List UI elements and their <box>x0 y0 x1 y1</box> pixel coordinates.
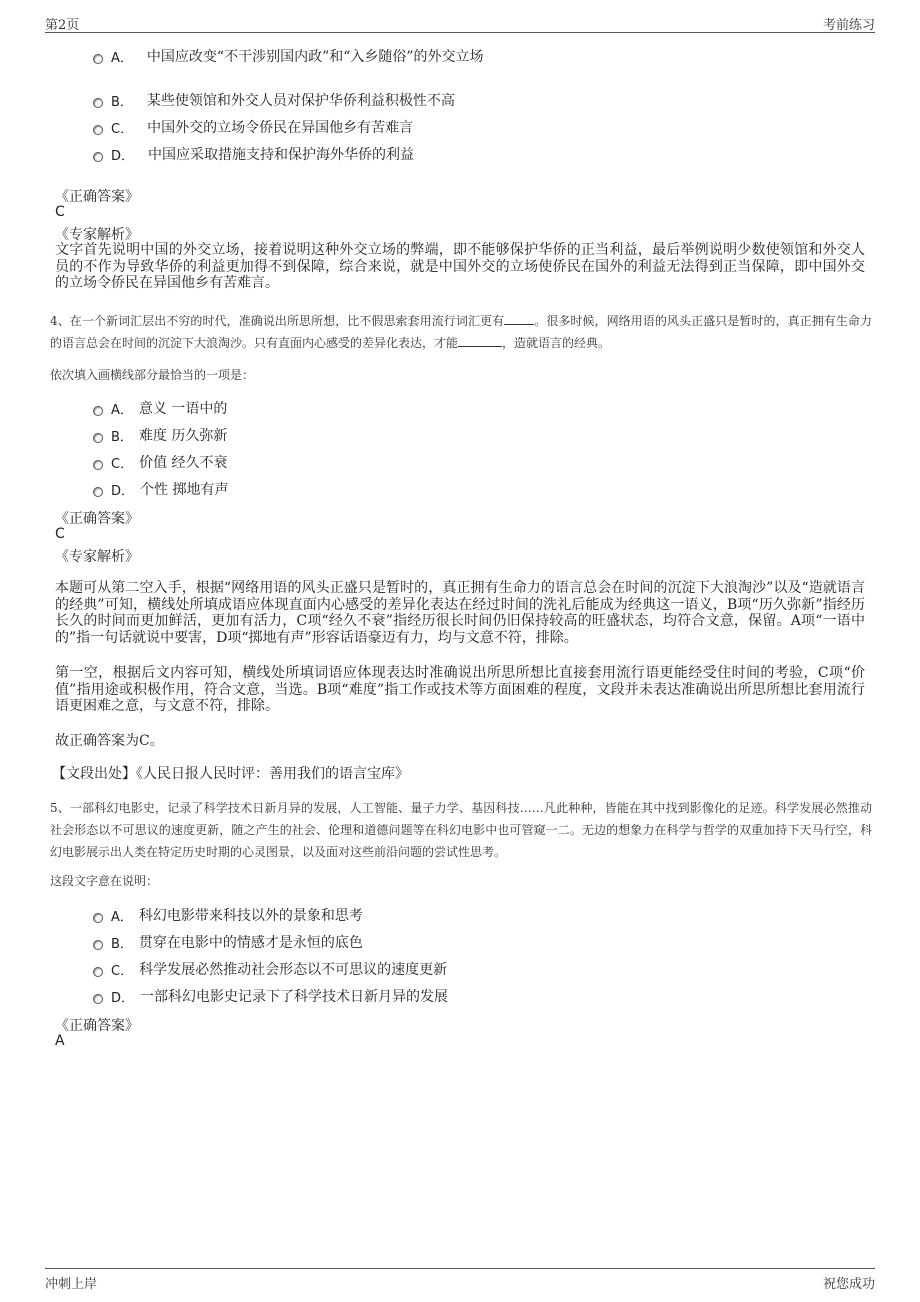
q5-option-d[interactable] <box>93 986 448 1006</box>
option-text: 难度 历久弥新 <box>138 428 228 444</box>
header-title: 考前练习 <box>822 18 875 33</box>
option-label: A． <box>111 402 133 418</box>
option-text: 个性 掷地有声 <box>140 482 229 498</box>
radio-button[interactable] <box>93 433 103 443</box>
q5-prompt: 这段文字意在说明： <box>50 874 159 888</box>
page-number: 第2页 <box>45 18 80 33</box>
radio-button[interactable] <box>93 125 103 135</box>
q5-option-b[interactable] <box>93 932 363 952</box>
q3-option-d[interactable] <box>93 144 414 164</box>
option-text: 科学发展必然推动社会形态以不可思议的速度更新 <box>139 962 448 978</box>
q3-option-a[interactable] <box>93 46 484 66</box>
q3-answer: C <box>55 204 65 220</box>
q4-prompt: 依次填入画横线部分最恰当的一项是： <box>50 368 255 382</box>
q4-answer: C <box>55 526 65 542</box>
footer-left: 冲刺上岸 <box>45 1277 98 1292</box>
option-text: 贯穿在电影中的情感才是永恒的底色 <box>138 935 363 951</box>
q5-stem: 5、一部科幻电影史，记录了科学技术日新月异的发展，人工智能、量子力学、基因科技……凡此种种，皆能在其中找到影像化的足迹。科学发展必然推动社会形态以不可思议的速度更新，随之产生的社会、伦理和道德问题等在科幻电影中也可管窥一二。无边的想象力在科学与哲学的双重加持下天马行空，科幻电影展示出人类在特定历史时期的心灵图景，以及面对这些前沿问题的尝试性思考。 <box>50 801 872 859</box>
option-label: A． <box>111 50 133 66</box>
q4-stem-part3: ，造就语言的经典。 <box>502 336 611 350</box>
option-text: 一部科幻电影史记录下了科学技术日新月异的发展 <box>140 989 449 1005</box>
option-text: 价值 经久不衰 <box>139 455 228 471</box>
option-label: B． <box>111 936 133 952</box>
q4-analysis-heading: 《专家解析》 <box>55 549 139 565</box>
radio-button[interactable] <box>93 913 103 923</box>
q3-option-b[interactable] <box>93 90 455 110</box>
radio-button[interactable] <box>93 98 103 108</box>
page-footer <box>45 1268 875 1293</box>
q4-analysis-p3: 故正确答案为C。 <box>55 733 164 749</box>
radio-button[interactable] <box>93 152 103 162</box>
q4-blank-2 <box>458 334 502 347</box>
option-text: 某些使领馆和外交人员对保护华侨利益积极性不高 <box>146 93 455 109</box>
q4-stem-part2: 。很多时候，网络用语的风头正盛只是暂时的，真正拥有生命力的语言总会在时间的沉淀下大浪淘沙。只有直面内心感受的差异化表达，才能 <box>50 314 872 350</box>
q5-option-c[interactable] <box>93 959 447 979</box>
q5-answer: A <box>55 1033 65 1049</box>
option-label: C． <box>111 963 134 979</box>
q4-blank-1 <box>504 312 534 325</box>
q5-option-a[interactable] <box>93 905 363 925</box>
option-label: A． <box>111 909 133 925</box>
q3-analysis-heading: 《专家解析》 <box>55 227 139 243</box>
q4-analysis-p1: 本题可从第二空入手，根据“网络用语的风头正盛只是暂时的，真正拥有生命力的语言总会在时间的沉淀下大浪淘沙”以及“造就语言的经典”可知，横线处所填成语应体现直面内心感受的差异化表达在经过时间的洗礼后能成为经典这一语义，B项“历久弥新”指经历长久的时间而更加鲜活，更加有活力，C项“经久不衰”指经历很长时间仍旧保持较高的旺盛状态，均符合文意，保留。A项“一语中的”指一句话就说中要害，D项“掷地有声”形容话语豪迈有力，均与文意不符，排除。 <box>55 580 865 646</box>
option-text: 意义 一语中的 <box>138 401 228 417</box>
option-text: 科幻电影带来科技以外的景象和思考 <box>138 908 363 924</box>
option-text: 中国应采取措施支持和保护海外华侨的利益 <box>148 147 415 163</box>
option-label: C． <box>111 121 134 137</box>
option-label: C． <box>111 456 134 472</box>
q4-option-b[interactable] <box>93 425 227 445</box>
q3-option-c[interactable] <box>93 117 413 137</box>
page-header <box>45 10 875 33</box>
q4-stem <box>50 310 872 354</box>
option-text: 中国外交的立场令侨民在异国他乡有苦难言 <box>147 120 414 136</box>
q5-answer-heading: 《正确答案》 <box>55 1018 139 1034</box>
q3-answer-heading: 《正确答案》 <box>55 189 139 205</box>
option-label: B． <box>111 429 133 445</box>
q4-analysis-p2: 第一空，根据后文内容可知，横线处所填词语应体现表达时准确说出所思所想比直接套用流行语更能经受住时间的考验，C项“价值”指用途或积极作用，符合文意，当选。B项“难度”指工作或技术等方面困难的程度，文段并未表达准确说出所思所想比套用流行语更困难之意，与文意不符，排除。 <box>55 665 865 714</box>
radio-button[interactable] <box>93 994 103 1004</box>
radio-button[interactable] <box>93 54 103 64</box>
option-label: B． <box>111 94 133 110</box>
q4-option-c[interactable] <box>93 452 228 472</box>
q4-option-a[interactable] <box>93 398 227 418</box>
q4-source: 【文段出处】《人民日报人民时评：善用我们的语言宝库》 <box>52 766 409 782</box>
radio-button[interactable] <box>93 487 103 497</box>
q4-stem-part1: 4、在一个新词汇层出不穷的时代，准确说出所思所想，比不假思索套用流行词汇更有 <box>50 314 505 328</box>
radio-button[interactable] <box>93 460 103 470</box>
radio-button[interactable] <box>93 406 103 416</box>
q3-analysis: 文字首先说明中国的外交立场，接着说明这种外交立场的弊端，即不能够保护华侨的正当利益，最后举例说明少数使领馆和外交人员的不作为导致华侨的利益更加得不到保障，综合来说，就是中国外交的立场使侨民在国外的利益无法得到正当保障，即中国外交的立场令侨民在异国他乡有苦难言。 <box>55 242 865 291</box>
option-label: D． <box>111 148 135 164</box>
q4-answer-heading: 《正确答案》 <box>55 511 139 527</box>
option-text: 中国应改变“不干涉别国内政”和“入乡随俗”的外交立场 <box>146 49 484 65</box>
option-label: D． <box>111 483 135 499</box>
footer-right: 祝您成功 <box>822 1277 875 1292</box>
radio-button[interactable] <box>93 940 103 950</box>
option-label: D． <box>111 990 135 1006</box>
radio-button[interactable] <box>93 967 103 977</box>
q4-option-d[interactable] <box>93 479 228 499</box>
